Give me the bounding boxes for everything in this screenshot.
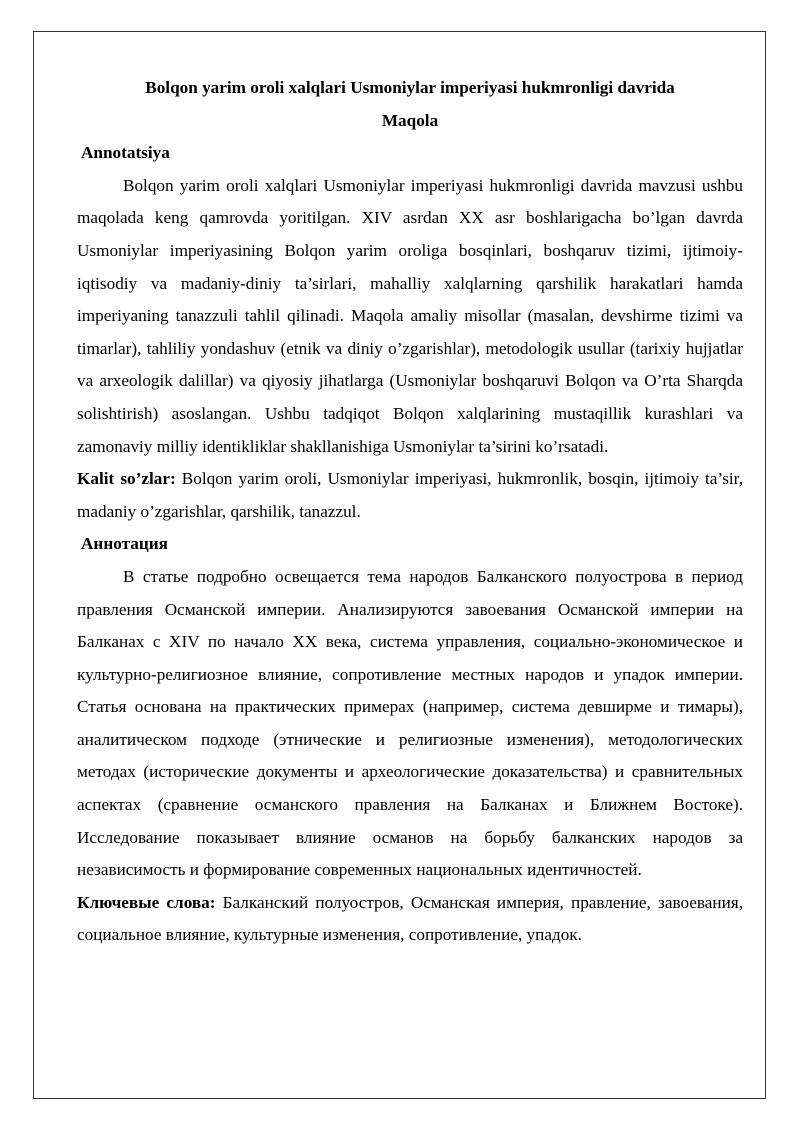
abstract-text-uz: Bolqon yarim oroli xalqlari Usmoniylar imperiyasi hukmronligi davrida mavzusi ushbu maqolada keng qamrovda yoritilgan. XIV asrdan XX asr boshlarigacha bo’lgan davrda Usmoniylar imperiyasining Bolqon yarim oroliga bosqinlari, boshqaruv tizimi, ijtimoiy-iqtisodiy va madaniy-diniy ta’sirlari, mahalliy xalqlarning qarshilik harakatlari hamda imperiyaning tanazzuli tahlil qilinadi. Maqola amaliy misollar (masalan, devshirme tizimi va timarlar), tahliliy yondashuv (etnik va diniy o’zgarishlar), metodologik usullar (tarixiy hujjatlar va arxeologik dalillar) va qiyosiy jihatlarga (Usmoniylar boshqaruvi Bolqon va O’rta Sharqda solishtirish) asoslangan. Ushbu tadqiqot Bolqon xalqlarining mustaqillik kurashlari va zamonaviy milliy identikliklar shakllanishiga Usmoniylar ta’sirini ko’rsatadi.: [77, 175, 743, 456]
abstract-heading-ru: Аннотация: [81, 534, 168, 554]
abstract-text-ru: В статье подробно освещается тема народов Балканского полуострова в период правления Османской империи. Анализируются завоевания Османской империи на Балканах с XIV по начало XX века, система управления, социально-экономическое и культурно-религиозное влияние, сопротивление местных народов и упадок империи. Статья основана на практических примерах (например, система девширме и тимары), аналитическом подходе (этнические и религиозные изменения), методологических методах (исторические документы и археологические доказательства) и сравнительных аспектах (сравнение османского правления на Балканах и Ближнем Востоке). Исследование показывает влияние османов на борьбу балканских народов за независимость и формирование современных национальных идентичностей.: [77, 566, 743, 880]
keywords-label-uz: Kalit so’zlar:: [77, 469, 176, 489]
keywords-label-ru: Ключевые слова:: [77, 892, 216, 912]
keywords-uz: [77, 463, 743, 528]
abstract-heading-uz: Annotatsiya: [81, 143, 170, 163]
article-title: Bolqon yarim oroli xalqlari Usmoniylar imperiyasi hukmronligi davrida: [145, 78, 675, 97]
article-subtitle: Maqola: [381, 110, 439, 130]
keywords-ru: [77, 887, 743, 952]
document-body: [77, 72, 743, 952]
keywords-text-ru: Балканский полуостров, Османская империя, правление, завоевания, социальное влияние, культурные изменения, сопротивление, упадок.: [77, 892, 743, 945]
keywords-text-uz: Bolqon yarim oroli, Usmoniylar imperiyasi, hukmronlik, bosqin, ijtimoiy ta’sir, madaniy o’zgarishlar, qarshilik, tanazzul.: [77, 469, 743, 521]
